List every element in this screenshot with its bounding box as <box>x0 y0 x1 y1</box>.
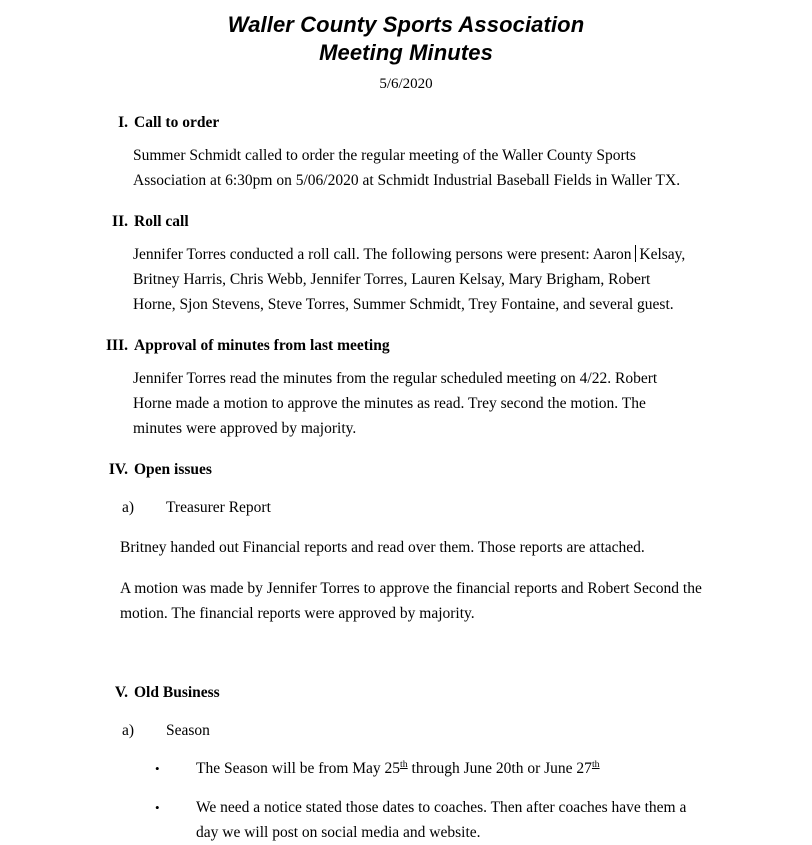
subitem-label: Season <box>166 722 210 739</box>
document-title-block <box>0 0 812 94</box>
section-numeral: II. <box>112 213 128 230</box>
ordinal-suffix-27th: th <box>591 758 600 770</box>
section-old-business <box>0 682 812 845</box>
text-cursor-caret <box>635 245 636 262</box>
document-title-line-1: Waller County Sports Association <box>227 12 585 37</box>
bullet-item-notice-to-coaches <box>0 795 812 845</box>
roll-call-text-before-caret: Jennifer Torres conducted a roll call. The following persons were present: Aaron <box>133 246 632 263</box>
section-numeral: I. <box>118 114 128 131</box>
document-title-line-2: Meeting Minutes <box>319 40 493 65</box>
section-paragraph-approval-of-minutes: Jennifer Torres read the minutes from the regular scheduled meeting on 4/22. Robert Horne made a motion to approve the minutes as read. Trey second the motion. The minutes were approved by majority. <box>133 370 658 437</box>
subitem-treasurer-report <box>0 497 812 519</box>
section-call-to-order <box>0 112 812 193</box>
ordinal-suffix-25th: th <box>400 758 408 770</box>
document-body <box>0 112 812 845</box>
section-approval-of-minutes <box>0 335 812 441</box>
roll-call-text-after-caret: Kelsay, Britney Harris, Chris Webb, Jennifer Torres, Lauren Kelsay, Mary Brigham, Robert Horne, Sjon Stevens, Steve Torres, Summer Schmidt, Trey Fontaine, and several guest. <box>133 246 686 313</box>
section-paragraph-call-to-order: Summer Schmidt called to order the regular meeting of the Waller County Sports Association at 6:30pm on 5/06/2020 at Schmidt Industrial Baseball Fields in Waller TX. <box>133 147 681 189</box>
section-numeral: V. <box>114 684 128 701</box>
subitem-season <box>0 720 812 742</box>
section-heading-open-issues <box>0 459 812 481</box>
section-heading-approval-of-minutes <box>0 335 812 357</box>
subitem-marker: a) <box>122 499 135 516</box>
section-heading-text: Old Business <box>134 684 220 701</box>
section-open-issues <box>0 459 812 626</box>
section-heading-old-business <box>0 682 812 704</box>
section-heading-call-to-order <box>0 112 812 134</box>
section-paragraph-roll-call <box>133 242 690 317</box>
section-heading-text: Roll call <box>134 213 189 230</box>
bullet-point-icon: • <box>155 800 160 815</box>
section-heading-text: Approval of minutes from last meeting <box>134 337 390 354</box>
bullet-text: We need a notice stated those dates to coaches. Then after coaches have them a day we will post on social media and website. <box>196 799 687 841</box>
section-paragraph-financial-reports: Britney handed out Financial reports and read over them. Those reports are attached. <box>120 539 645 556</box>
section-paragraph-motion-financial: A motion was made by Jennifer Torres to approve the financial reports and Robert Second the motion. The financial reports were approved by majority. <box>120 580 702 622</box>
section-heading-roll-call <box>0 211 812 233</box>
section-heading-text: Call to order <box>134 114 220 131</box>
section-numeral: III. <box>106 337 128 354</box>
section-numeral: IV. <box>108 461 128 478</box>
subitem-label: Treasurer Report <box>166 499 271 516</box>
document-date: 5/6/2020 <box>379 76 433 92</box>
subitem-marker: a) <box>122 722 135 739</box>
bullet-text-part-2: through June 20th or June 27 <box>407 760 592 777</box>
bullet-item-season-dates <box>0 756 812 781</box>
section-roll-call <box>0 211 812 317</box>
bullet-text-part-1: The Season will be from May 25 <box>196 760 401 777</box>
section-heading-text: Open issues <box>134 461 212 478</box>
bullet-point-icon: • <box>155 761 160 776</box>
